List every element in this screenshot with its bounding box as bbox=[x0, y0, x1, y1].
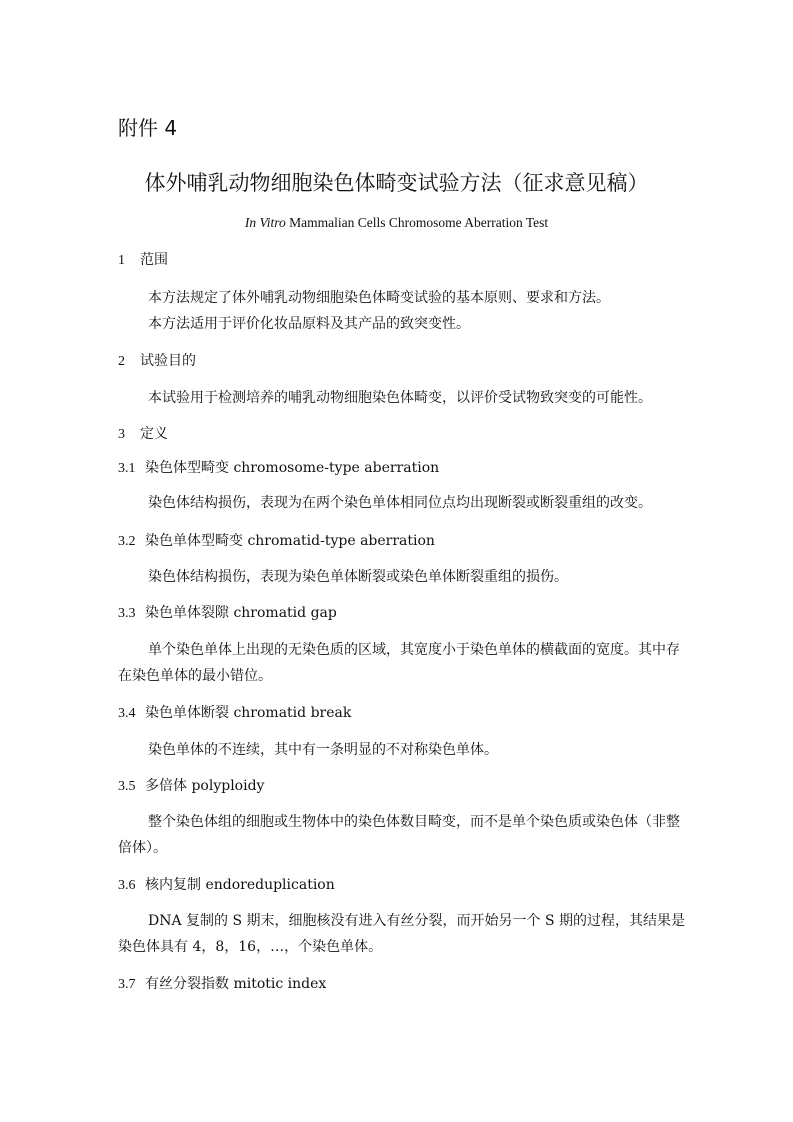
section-3-heading bbox=[118, 426, 168, 443]
section-3-2-heading bbox=[118, 533, 435, 550]
subtitle-italic: In Vitro bbox=[244, 215, 286, 230]
section-number: 1 bbox=[118, 253, 125, 268]
paragraph-line: 本方法规定了体外哺乳动物细胞染色体畸变试验的基本原则、要求和方法。 bbox=[148, 290, 610, 306]
paragraph-line: DNA 复制的 S 期末，细胞核没有进入有丝分裂，而开始另一个 S 期的过程，其结果是 bbox=[148, 913, 686, 929]
section-number: 2 bbox=[118, 354, 125, 369]
section-3-6-heading bbox=[118, 877, 335, 894]
section-title: 试验目的 bbox=[140, 353, 196, 369]
paragraph-line: 倍体）。 bbox=[118, 840, 167, 856]
section-title: 核内复制 endoreduplication bbox=[145, 877, 335, 893]
section-number: 3.2 bbox=[118, 534, 136, 549]
paragraph-line: 染色体结构损伤，表现为在两个染色单体相同位点均出现断裂或断裂重组的改变。 bbox=[148, 495, 652, 511]
section-number: 3.5 bbox=[118, 779, 136, 794]
section-3-5-heading bbox=[118, 778, 264, 795]
section-title: 染色体型畸变 chromosome-type aberration bbox=[145, 460, 440, 476]
paragraph-line: 在染色单体的最小错位。 bbox=[118, 668, 272, 684]
paragraph-line: 染色体结构损伤，表现为染色单体断裂或染色单体断裂重组的损伤。 bbox=[148, 569, 568, 585]
paragraph-line: 整个染色体组的细胞或生物体中的染色体数目畸变，而不是单个染色质或染色体（非整 bbox=[148, 814, 680, 830]
annex-label: 附件 4 bbox=[118, 116, 178, 140]
section-title: 多倍体 polyploidy bbox=[145, 778, 265, 794]
document-title: 体外哺乳动物细胞染色体畸变试验方法（征求意见稿） bbox=[144, 171, 649, 195]
section-number: 3 bbox=[118, 427, 125, 442]
section-2-heading bbox=[118, 353, 196, 370]
section-3-1-heading bbox=[118, 460, 439, 477]
section-3-3-heading bbox=[118, 605, 337, 622]
paragraph-line: 染色单体的不连续，其中有一条明显的不对称染色单体。 bbox=[148, 742, 498, 758]
section-number: 3.4 bbox=[118, 706, 136, 721]
section-number: 3.1 bbox=[118, 461, 136, 476]
section-1-heading bbox=[118, 252, 168, 269]
paragraph-line: 单个染色单体上出现的无染色质的区域，其宽度小于染色单体的横截面的宽度。其中存 bbox=[148, 642, 680, 658]
section-title: 染色单体裂隙 chromatid gap bbox=[145, 605, 337, 621]
section-number: 3.6 bbox=[118, 878, 136, 893]
section-3-4-heading bbox=[118, 705, 351, 722]
section-3-7-heading bbox=[118, 976, 326, 993]
section-title: 染色单体断裂 chromatid break bbox=[145, 705, 352, 721]
section-title: 染色单体型畸变 chromatid-type aberration bbox=[145, 533, 435, 549]
subtitle-text: Mammalian Cells Chromosome Aberration Test bbox=[285, 215, 549, 230]
section-title: 范围 bbox=[140, 252, 168, 268]
paragraph-line: 本试验用于检测培养的哺乳动物细胞染色体畸变，以评价受试物致突变的可能性。 bbox=[148, 390, 652, 406]
paragraph-line: 染色体具有 4，8，16，…，个染色单体。 bbox=[118, 939, 383, 955]
document-subtitle bbox=[0, 215, 793, 231]
section-title: 有丝分裂指数 mitotic index bbox=[145, 976, 327, 992]
section-number: 3.3 bbox=[118, 606, 136, 621]
section-title: 定义 bbox=[140, 426, 168, 442]
paragraph-line: 本方法适用于评价化妆品原料及其产品的致突变性。 bbox=[148, 316, 470, 332]
section-number: 3.7 bbox=[118, 977, 136, 992]
